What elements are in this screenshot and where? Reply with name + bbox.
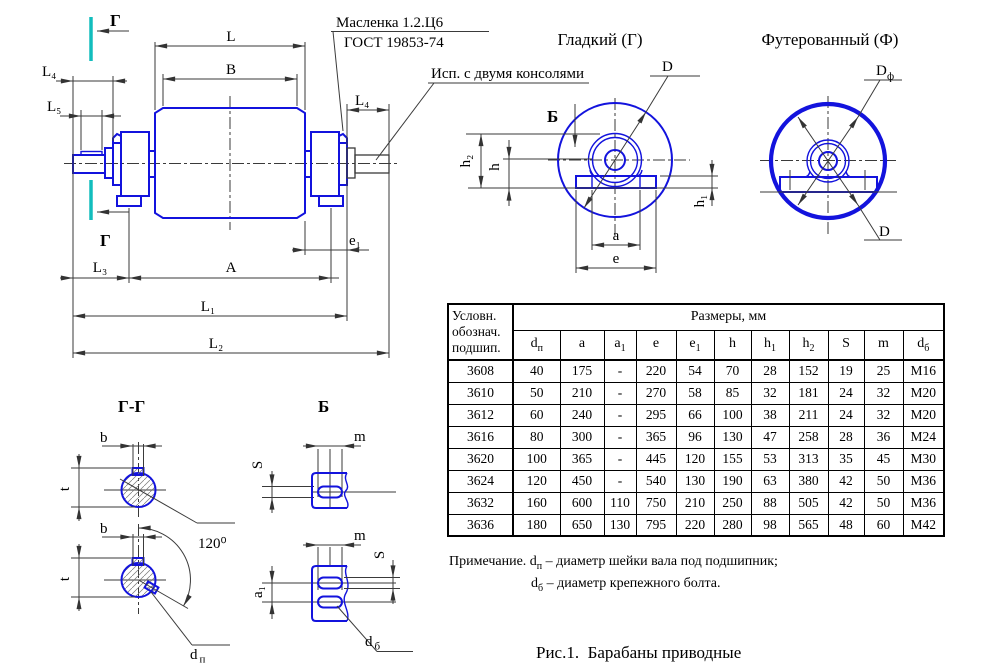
- dim-b-top: b: [100, 430, 108, 446]
- table-row: 3608 40 175 - 220 54 70 28 152 19 25 M16: [448, 360, 944, 382]
- left-bearing-assembly: [73, 132, 155, 206]
- table-row: 3632 160 600 110 750 210 250 88 505 42 50 M36: [448, 492, 944, 514]
- grease-gost-label: ГОСТ 19853-74: [344, 35, 444, 51]
- dim-L4-left: L₄: [42, 64, 57, 80]
- figure-caption: Рис.1. Барабаны приводные: [536, 643, 742, 662]
- note-line-2: $d_б$ – диаметр крепежного болта.: [531, 576, 721, 595]
- extension-lines: [73, 42, 389, 358]
- note-block: [449, 552, 778, 597]
- dim-L4-right: L₄: [355, 93, 370, 109]
- dim-L3: L₃: [92, 260, 108, 276]
- dim-t-bottom: t: [57, 576, 73, 582]
- dim-D-lined: D: [879, 224, 890, 240]
- dim-B: B: [225, 62, 237, 78]
- dim-L2: L₂: [208, 336, 224, 352]
- corner-header: Условн. обознач. подшип.: [448, 304, 513, 360]
- dim-L: L: [226, 29, 236, 45]
- column-header-row: [448, 330, 944, 360]
- col-header-h2: $h_2$: [789, 330, 828, 360]
- dim-L5: L₅: [47, 99, 62, 115]
- dim-S-top: S: [250, 460, 266, 470]
- dim-db-main: d: [365, 634, 373, 650]
- dim-m-top: m: [354, 429, 366, 445]
- col-header-S: S: [828, 330, 864, 360]
- table-row: 3624 120 450 - 540 130 190 63 380 42 50 M36: [448, 470, 944, 492]
- col-header-a: a: [560, 330, 604, 360]
- section-plane-g-marks: [91, 11, 129, 250]
- dim-angle-120: 120⁰: [198, 536, 227, 552]
- section-label-g-top: Г: [110, 11, 121, 30]
- col-header-e: e: [636, 330, 676, 360]
- dim-m-bottom: m: [354, 528, 366, 544]
- col-header-m: m: [864, 330, 903, 360]
- dim-D-smooth: D: [662, 59, 673, 75]
- smooth-end-view: [458, 59, 718, 273]
- title-lined-view: Футерованный (Ф): [761, 30, 899, 49]
- col-header-a1: $a_1$: [604, 330, 636, 360]
- bearing-sizes-table: [447, 303, 945, 537]
- dim-dp-main: d: [190, 647, 198, 663]
- grease-fitting-label: Масленка 1.2.Ц6: [336, 15, 444, 31]
- table-row: 3620 100 365 - 445 120 155 53 313 35 45 M30: [448, 448, 944, 470]
- title-view-b: Б: [318, 397, 330, 416]
- table-row: 3636 180 650 130 795 220 280 98 565 48 60 M42: [448, 514, 944, 536]
- table-row: 3616 80 300 - 365 96 130 47 258 28 36 M24: [448, 426, 944, 448]
- dim-b-bottom: b: [100, 521, 108, 537]
- lined-end-view: [760, 63, 902, 240]
- dimension-lines: [42, 29, 389, 353]
- table-row: 3612 60 240 - 295 66 100 38 211 24 32 M20: [448, 404, 944, 426]
- dim-h2: h₂: [458, 154, 474, 168]
- section-gg-view: [57, 430, 235, 666]
- dim-Df-main: D: [876, 63, 887, 79]
- sizes-header: Размеры, мм: [513, 304, 944, 330]
- dim-t-top: t: [57, 486, 73, 492]
- dim-a1: a₁: [250, 586, 266, 598]
- dim-h1: h₁: [692, 194, 708, 208]
- dim-Df-sub: ф: [887, 70, 895, 83]
- col-header-h1: $h_1$: [751, 330, 789, 360]
- console-option-label: Исп. с двумя консолями: [431, 66, 584, 82]
- note-line-1: Примечание. $d_п$ – диаметр шейки вала под подшипник;: [449, 554, 778, 572]
- view-b-mark: Б: [547, 107, 559, 126]
- dim-A: A: [225, 260, 237, 276]
- dim-dp-sub: п: [199, 653, 206, 666]
- table-row: 3610 50 210 - 270 58 85 32 181 24 32 M20: [448, 382, 944, 404]
- dim-L1: L₁: [200, 299, 216, 315]
- title-smooth-view: Гладкий (Г): [557, 30, 643, 49]
- dim-e1: e₁: [349, 233, 361, 249]
- col-header-e1: $e_1$: [676, 330, 714, 360]
- col-header-h: h: [714, 330, 751, 360]
- dim-h: h: [487, 163, 503, 171]
- dim-e: e: [612, 251, 620, 267]
- dim-a: a: [612, 228, 620, 244]
- dim-db-sub: б: [374, 640, 381, 653]
- section-label-g-bottom: Г: [100, 231, 111, 250]
- view-b-detail: [250, 429, 413, 653]
- title-section-gg: Г-Г: [118, 397, 146, 416]
- col-header-db: $d_б$: [903, 330, 944, 360]
- dim-S-bottom: S: [372, 550, 388, 560]
- col-header-dp: $d_п$: [513, 330, 560, 360]
